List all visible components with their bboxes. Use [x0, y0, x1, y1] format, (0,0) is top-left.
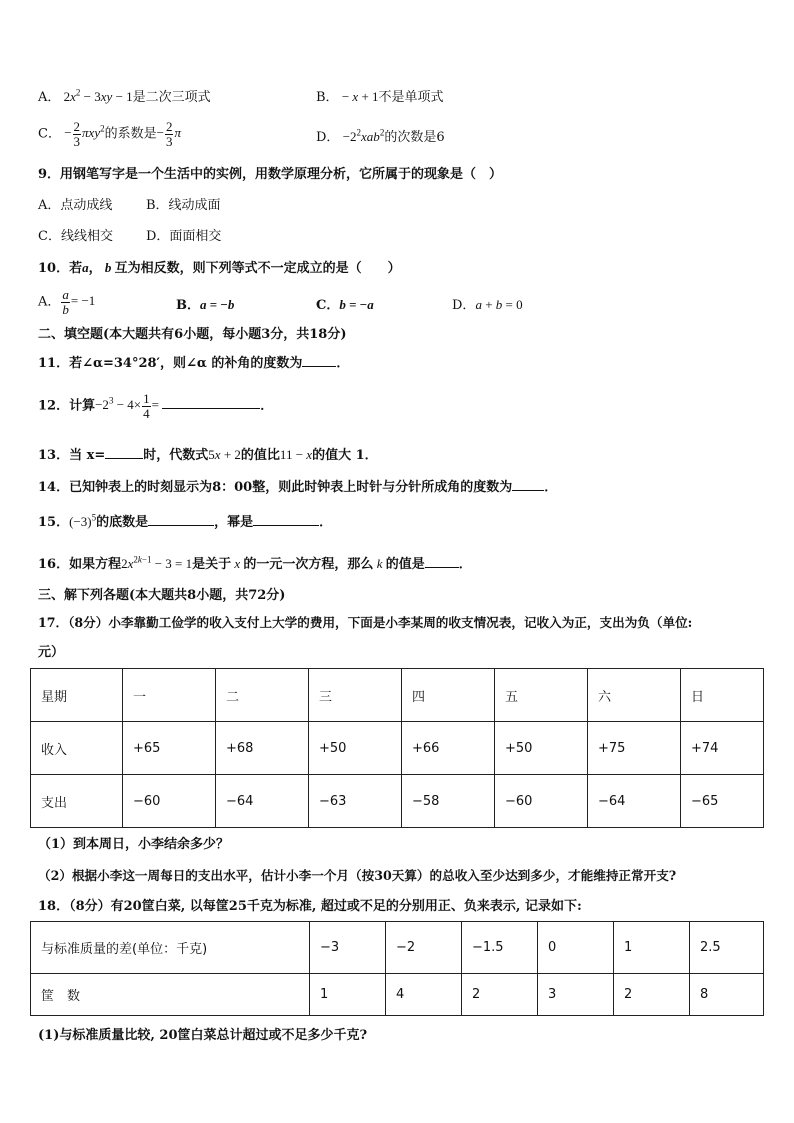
- table-cell: 与标准质量的差(单位：千克): [31, 922, 310, 974]
- q9-option-a: A．点动成线: [38, 198, 113, 213]
- table-cell: +75: [588, 722, 681, 775]
- table-cell: +50: [495, 722, 588, 775]
- table-cell: +74: [681, 722, 764, 775]
- table-cell: 五: [495, 669, 588, 722]
- q11: 11．若∠α=34°28′，则∠α 的补角的度数为 ．: [38, 356, 350, 371]
- table-row: [31, 722, 764, 775]
- table-row: [31, 669, 764, 722]
- table-cell: 三: [309, 669, 402, 722]
- table-cell: +68: [216, 722, 309, 775]
- q9-option-c: C．线线相交: [38, 229, 113, 244]
- table-cell: −65: [681, 775, 764, 828]
- q13: 13．当 x= 时，代数式5x + 2的值比11 − x的值大 1．: [38, 447, 378, 463]
- table-cell: 六: [588, 669, 681, 722]
- table-cell: −58: [402, 775, 495, 828]
- q17-stem-line1: 17．（8分）小李靠勤工俭学的收入支付上大学的费用，下面是小李某周的收支情况表，记收入为正，支出为负（单位:: [38, 615, 693, 630]
- q18-sub-1: (1)与标准质量比较, 20筐白菜总计超过或不足多少千克?: [38, 1028, 368, 1043]
- table-cell: 支出: [31, 775, 123, 828]
- table-cell: 四: [402, 669, 495, 722]
- q12: 12．计算$-2^3 - 4\times$ $\frac{1}{4}$ = ．: [38, 391, 274, 421]
- table-cell: −3: [310, 922, 386, 974]
- q9-option-d: D．面面相交: [146, 229, 222, 244]
- table-cell: +65: [123, 722, 216, 775]
- q10-option-c: C．b = −a: [316, 297, 374, 313]
- q8-option-b: B． − x + 1不是单项式: [316, 89, 444, 105]
- q16: 16．如果方程$2x^{2k-1} - 3 = 1$是关于 x 的一元一次方程，那么 k 的值是 ．: [38, 554, 472, 572]
- table-row: [31, 974, 764, 1016]
- table-cell: 2: [614, 974, 690, 1016]
- table-cell: 3: [538, 974, 614, 1016]
- table-cell: +66: [402, 722, 495, 775]
- table-cell: 2.5: [690, 922, 764, 974]
- table-cell: −1.5: [462, 922, 538, 974]
- q17-sub-1: （1）到本周日，小李结余多少？: [38, 837, 230, 852]
- q17-stem-line2: 元）: [38, 645, 65, 660]
- table-cell: 一: [123, 669, 216, 722]
- q18-table: [30, 921, 764, 1016]
- table-cell: −63: [309, 775, 402, 828]
- q18-stem: 18．（8分）有20筐白菜, 以每筐25千克为标准, 超过或不足的分别用正、负来表示, 记录如下:: [38, 899, 582, 914]
- table-cell: −64: [216, 775, 309, 828]
- table-row: [31, 775, 764, 828]
- q17-table: [30, 668, 764, 828]
- q17-sub-2: （2）根据小李这一周每日的支出水平，估计小李一个月（按30天算）的总收入至少达到多少，才能维持正常开支?: [38, 868, 677, 883]
- q15: 15．$(-3)^5$的底数是 ，幂是 ．: [38, 512, 333, 530]
- q8-option-c: C． − $\frac{2}{3}$ πxy$^2$的系数是− $\frac{2}{3}$ π: [38, 119, 181, 149]
- table-cell: 筐 数: [31, 974, 310, 1016]
- q9-stem: 9．用钢笔写字是一个生活中的实例，用数学原理分析，它所属于的现象是（ ）: [38, 167, 503, 182]
- table-cell: 日: [681, 669, 764, 722]
- q10-option-a: A． $\frac{a}{b}$ = −1: [38, 287, 96, 317]
- q8-option-d: D． $-2^2xab^2$的次数是6: [316, 127, 445, 145]
- table-cell: 2: [462, 974, 538, 1016]
- section-2-heading: 二、填空题(本大题共有6小题，每小题3分，共18分): [38, 327, 347, 342]
- table-cell: +50: [309, 722, 402, 775]
- table-cell: 1: [310, 974, 386, 1016]
- table-cell: 0: [538, 922, 614, 974]
- table-cell: −60: [495, 775, 588, 828]
- q8-option-a: A． $2x^2 - 3xy - 1$是二次三项式: [38, 87, 211, 105]
- table-cell: 收入: [31, 722, 123, 775]
- q14: 14．已知钟表上的时刻显示为8：00整，则此时钟表上时针与分针所成角的度数为 ．: [38, 480, 558, 495]
- table-cell: 二: [216, 669, 309, 722]
- table-cell: 8: [690, 974, 764, 1016]
- q10-option-b: B．a = −b: [176, 297, 235, 313]
- table-cell: 4: [386, 974, 462, 1016]
- table-row: [31, 922, 764, 974]
- table-cell: 1: [614, 922, 690, 974]
- q10-option-d: D．a + b = 0: [452, 297, 523, 313]
- table-cell: −60: [123, 775, 216, 828]
- table-cell: −2: [386, 922, 462, 974]
- q10-stem: 10．若a， b 互为相反数，则下列等式不一定成立的是（ ）: [38, 260, 401, 276]
- section-3-heading: 三、解下列各题(本大题共8小题，共72分): [38, 588, 286, 603]
- table-cell: −64: [588, 775, 681, 828]
- table-cell: 星期: [31, 669, 123, 722]
- q9-option-b: B．线动成面: [146, 198, 221, 213]
